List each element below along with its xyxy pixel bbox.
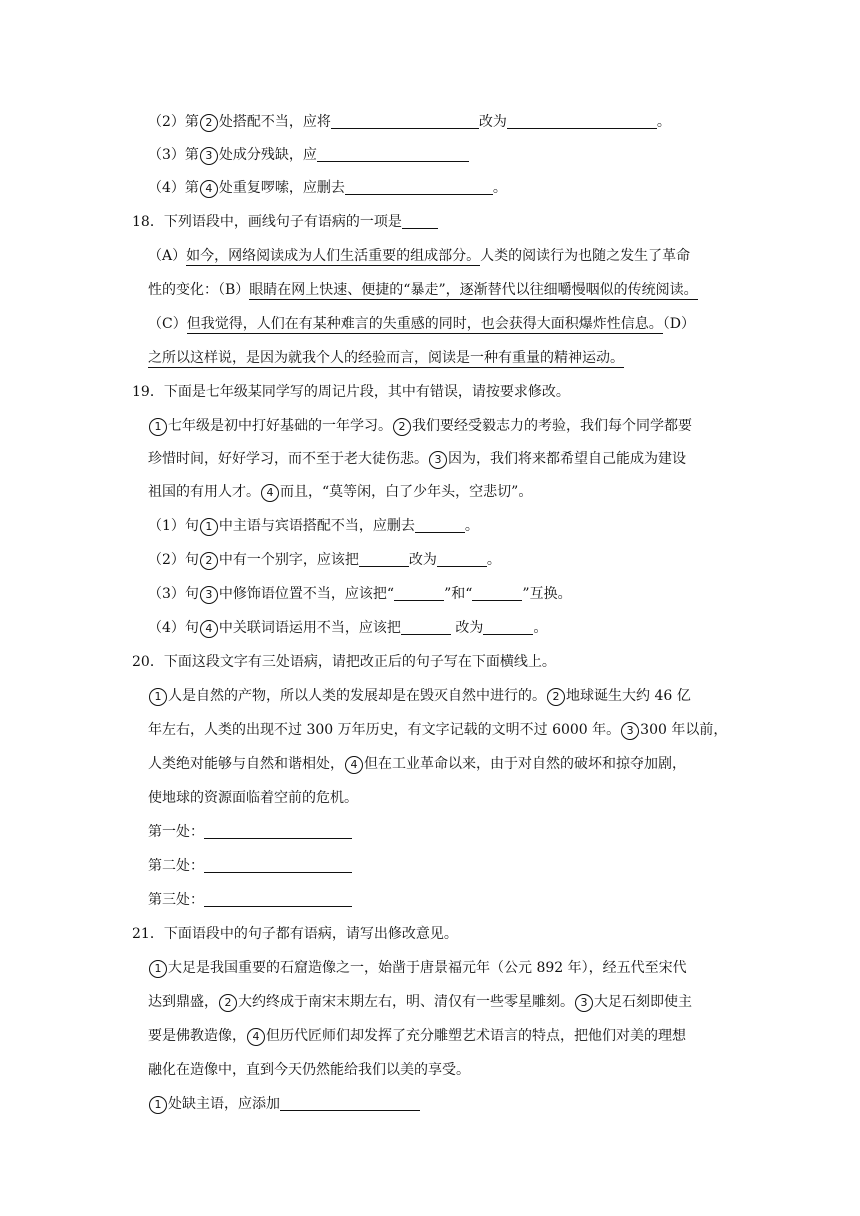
q20-title: 20．下面这段文字有三处语病，请把改正后的句子写在下面横线上。 bbox=[132, 654, 556, 670]
answer-blank[interactable] bbox=[472, 584, 522, 601]
q17-item-2: （2）第 2 处搭配不当，应将 改为 。 bbox=[148, 114, 671, 130]
answer-blank[interactable] bbox=[401, 618, 451, 635]
q20-para-line-1: 1 人是自然的产物，所以人类的发展却是在毁灭自然中进行的。 2 地球诞生大约 46 亿 bbox=[148, 686, 691, 706]
underlined-sentence-d: 之所以这样说，是因为就我个人的经验而言，阅读是一种有重量的精神运动。 bbox=[148, 350, 624, 366]
q18-title: 18．下列语段中，画线句子有语病的一项是 bbox=[132, 212, 438, 232]
q21-title: 21．下面语段中的句子都有语病，请写出修改意见。 bbox=[132, 926, 458, 942]
q21-answer-1: 1 处缺主语，应添加 bbox=[148, 1094, 420, 1114]
answer-blank[interactable] bbox=[204, 822, 352, 839]
q20-answer-2: 第二处： bbox=[148, 856, 352, 876]
q19-title: 19．下面是七年级某同学写的周记片段，其中有错误，请按要求修改。 bbox=[132, 384, 570, 400]
circled-number: 4 bbox=[345, 756, 363, 774]
q18-line-1: （A）如今，网络阅读成为人们生活重要的组成部分。人类的阅读行为也随之发生了革命 bbox=[148, 248, 691, 264]
circled-number: 3 bbox=[200, 586, 218, 604]
answer-blank[interactable] bbox=[437, 550, 487, 567]
q21-para-line-2: 达到鼎盛， 2 大约终成于南宋末期左右，明、清仅有一些零星雕刻。 3 大足石刻即使主 bbox=[148, 994, 692, 1010]
q19-sub-2: （2）句 2 中有一个别字，应该把 改为 。 bbox=[148, 552, 501, 568]
answer-blank[interactable] bbox=[359, 550, 409, 567]
q19-sub-3: （3）句 3 中修饰语位置不当，应该把“ ”和“ ”互换。 bbox=[148, 586, 572, 602]
circled-number: 1 bbox=[200, 518, 218, 536]
answer-blank[interactable] bbox=[394, 584, 444, 601]
q19-para-line-2: 珍惜时间，好好学习，而不至于老大徒伤悲。 3 因为，我们将来都希望自己能成为建设 bbox=[148, 451, 686, 467]
q21-para-line-1: 1 大足是我国重要的石窟造像之一，始凿于唐景福元年（公元 892 年），经五代至宋代 bbox=[148, 958, 687, 978]
q19-sub-1: （1）句 1 中主语与宾语搭配不当，应删去 。 bbox=[148, 518, 479, 534]
q18-line-3: （C）但我觉得，人们在有某种难言的失重感的同时，也会获得大面积爆炸性信息。（D） bbox=[148, 316, 695, 332]
q18-line-4 bbox=[148, 348, 624, 368]
q17-item-4: （4）第 4 处重复啰嗦，应删去 。 bbox=[148, 180, 507, 196]
q19-para-line-1: 1 七年级是初中打好基础的一年学习。 2 我们要经受毅志力的考验，我们每个同学都要 bbox=[148, 416, 692, 436]
underlined-sentence-a: 如今，网络阅读成为人们生活重要的组成部分。 bbox=[186, 248, 481, 264]
q21-para-line-4: 融化在造像中，直到今天仍然能给我们以美的享受。 bbox=[148, 1062, 470, 1078]
circled-number: 3 bbox=[575, 994, 593, 1012]
q18-line-2: 性的变化：（B）眼睛在网上快速、便捷的“暴走”，逐渐替代以往细嚼慢咽似的传统阅读。 bbox=[148, 282, 698, 298]
q20-para-line-3: 人类绝对能够与自然和谐相处， 4 但在工业革命以来，由于对自然的破坏和掠夺加剧， bbox=[148, 756, 686, 772]
circled-number: 1 bbox=[149, 688, 167, 706]
circled-number: 1 bbox=[149, 418, 167, 436]
circled-number: 3 bbox=[429, 451, 447, 469]
q20-answer-1: 第一处： bbox=[148, 822, 352, 842]
circled-number: 2 bbox=[393, 418, 411, 436]
answer-blank[interactable] bbox=[507, 112, 657, 129]
q20-para-line-4: 使地球的资源面临着空前的危机。 bbox=[148, 790, 358, 806]
underlined-sentence-c: 但我觉得，人们在有某种难言的失重感的同时，也会获得大面积爆炸性信息。 bbox=[186, 316, 663, 332]
q20-para-line-2: 年左右，人类的出现不过 300 万年历史，有文字记载的文明不过 6000 年。 3 300 年以前， bbox=[148, 722, 728, 738]
circled-number: 2 bbox=[200, 552, 218, 570]
circled-number: 3 bbox=[200, 147, 218, 165]
answer-blank[interactable] bbox=[280, 1094, 420, 1111]
circled-number: 4 bbox=[247, 1028, 265, 1046]
answer-blank[interactable] bbox=[317, 145, 469, 162]
circled-number: 1 bbox=[149, 960, 167, 978]
circled-number: 2 bbox=[547, 688, 565, 706]
answer-blank[interactable] bbox=[331, 112, 479, 129]
answer-blank[interactable] bbox=[483, 618, 533, 635]
q17-item-3: （3）第 3 处成分残缺，应 bbox=[148, 145, 469, 165]
answer-blank[interactable] bbox=[402, 212, 438, 229]
circled-number: 4 bbox=[200, 180, 218, 198]
answer-blank[interactable] bbox=[415, 516, 465, 533]
answer-blank[interactable] bbox=[204, 890, 352, 907]
circled-number: 2 bbox=[219, 994, 237, 1012]
answer-blank[interactable] bbox=[345, 178, 493, 195]
circled-number: 1 bbox=[149, 1096, 167, 1114]
circled-number: 4 bbox=[200, 620, 218, 638]
q19-para-line-3: 祖国的有用人才。 4 而且，“莫等闲，白了少年头，空悲切”。 bbox=[148, 484, 533, 500]
circled-number: 4 bbox=[261, 484, 279, 502]
q21-para-line-3: 要是佛教造像， 4 但历代匠师们却发挥了充分雕塑艺术语言的特点，把他们对美的理想 bbox=[148, 1028, 686, 1044]
q19-sub-4: （4）句 4 中关联词语运用不当，应该把 改为 。 bbox=[148, 620, 548, 636]
q20-answer-3: 第三处： bbox=[148, 890, 352, 910]
underlined-sentence-b: 眼睛在网上快速、便捷的“暴走”，逐渐替代以往细嚼慢咽似的传统阅读。 bbox=[249, 282, 698, 298]
circled-number: 3 bbox=[621, 722, 639, 740]
circled-number: 2 bbox=[200, 114, 218, 132]
answer-blank[interactable] bbox=[204, 856, 352, 873]
